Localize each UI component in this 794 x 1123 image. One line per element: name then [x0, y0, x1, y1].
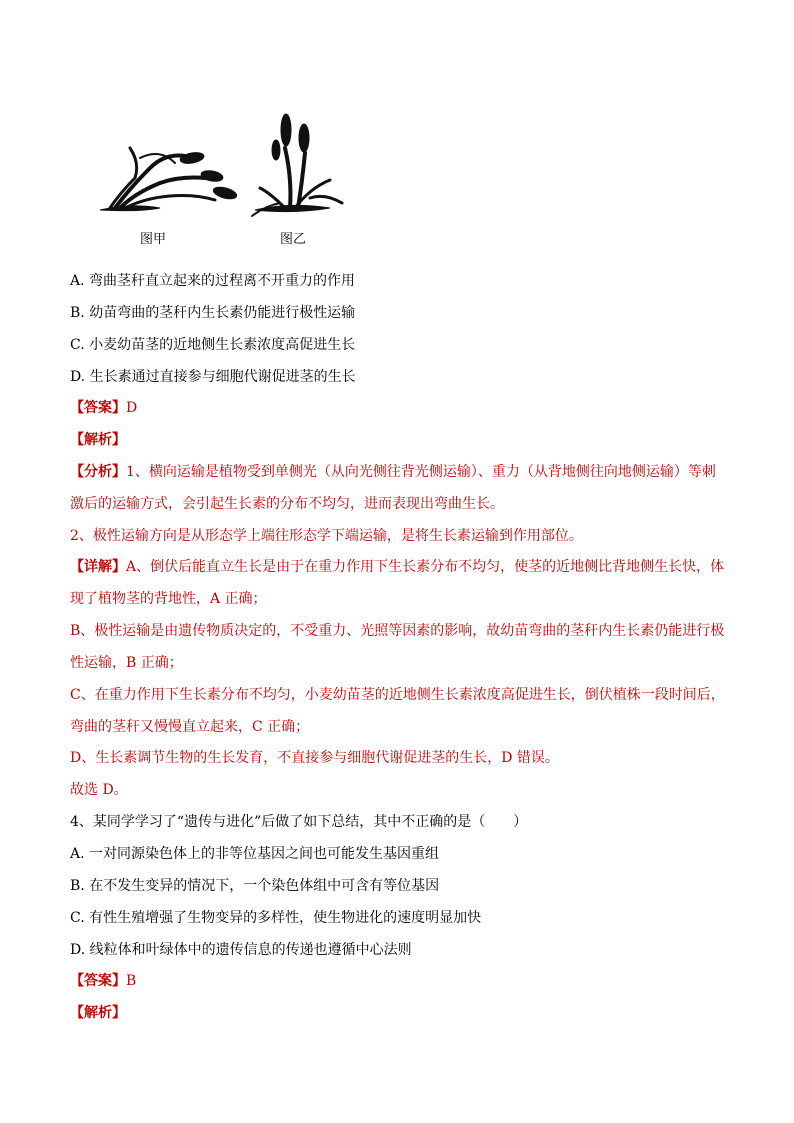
q3-answer-value: D [126, 400, 138, 416]
q3-answer-line [70, 397, 137, 419]
q3-xiangjie-d: D、生长素调节生物的生长发育，不直接参与细胞代谢促进茎的生长，D 错误。 [70, 750, 559, 766]
q3-xiangjie-a1: A、倒伏后能直立生长是由于在重力作用下生长素分布不均匀，使茎的近地侧比背地侧生长快，体 [126, 559, 725, 575]
figure-label-yi: 图乙 [280, 232, 307, 247]
q4-analysis-line [70, 1002, 126, 1024]
q4-answer-line [70, 970, 136, 992]
q4-option-c: C. 有性生殖增强了生物变异的多样性，使生物进化的速度明显加快 [70, 910, 482, 926]
q3-analysis-tag: 【解析】 [70, 432, 126, 448]
q3-xiangjie-tag: 【详解】 [70, 559, 126, 575]
figure-label-jia: 图甲 [140, 232, 167, 247]
plant-figure-illustration [80, 108, 360, 228]
q3-fenxi-text-1a: 1、横向运输是植物受到单侧光（从向光侧往背光侧运输）、重力（从背地侧往向地侧运输）等刺 [126, 464, 716, 480]
q4-option-a: A. 一对同源染色体上的非等位基因之间也可能发生基因重组 [70, 846, 440, 862]
plant-figure [80, 108, 360, 248]
q3-fenxi-line-3: 2、极性运输方向是从形态学上端往形态学下端运输，是将生长素运输到作用部位。 [70, 528, 583, 544]
q3-xiangjie-c1: C、在重力作用下生长素分布不均匀，小麦幼苗茎的近地侧生长素浓度高促进生长，倒伏植株一段时间后， [70, 687, 725, 703]
q4-analysis-tag: 【解析】 [70, 1005, 126, 1021]
q3-xiangjie-a2: 现了植物茎的背地性，A 正确； [70, 591, 267, 607]
q3-xiangjie-line-1 [70, 556, 724, 578]
q3-option-c: C. 小麦幼苗茎的近地侧生长素浓度高促进生长 [70, 337, 356, 353]
q4-option-b: B. 在不发生变异的情况下，一个染色体组中可含有等位基因 [70, 878, 440, 894]
q3-answer-tag: 【答案】 [70, 400, 126, 416]
q4-stem: 4、某同学学习了“遗传与进化”后做了如下总结，其中不正确的是（ ） [70, 814, 528, 830]
q4-answer-value: B [126, 973, 137, 989]
q3-xiangjie-b1: B、极性运输是由遗传物质决定的，不受重力、光照等因素的影响，故幼苗弯曲的茎秆内生长素仍能进行极 [70, 623, 725, 639]
q3-option-b: B. 幼苗弯曲的茎秆内生长素仍能进行极性运输 [70, 305, 356, 321]
q3-fenxi-line-2: 激后的运输方式，会引起生长素的分布不均匀，进而表现出弯曲生长。 [70, 496, 504, 512]
q4-option-d: D. 线粒体和叶绿体中的遗传信息的传递也遵循中心法则 [70, 942, 412, 958]
q3-xiangjie-b2: 性运输，B 正确； [70, 655, 183, 671]
q3-option-a: A. 弯曲茎秆直立起来的过程离不开重力的作用 [70, 273, 356, 289]
q3-xiangjie-c2: 弯曲的茎秆又慢慢直立起来，C 正确； [70, 719, 310, 735]
q3-analysis-line [70, 429, 126, 451]
q3-guxuan: 故选 D。 [70, 782, 128, 798]
plant-bent-drawing [100, 148, 238, 211]
q3-fenxi-line-1 [70, 461, 716, 483]
q3-fenxi-tag: 【分析】 [70, 464, 126, 480]
q4-answer-tag: 【答案】 [70, 973, 126, 989]
q3-option-d: D. 生长素通过直接参与细胞代谢促进茎的生长 [70, 369, 356, 385]
plant-upright-drawing [252, 114, 342, 216]
